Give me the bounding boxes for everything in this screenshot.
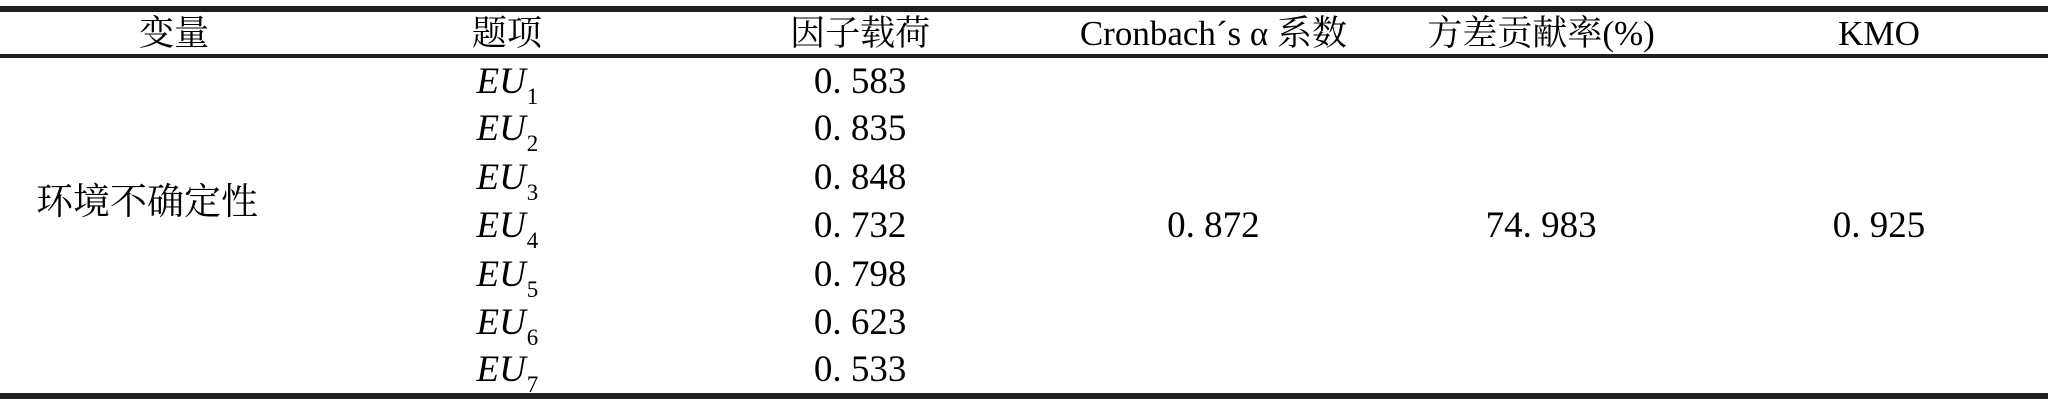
kmo-value: 0. 925 xyxy=(1832,204,1926,246)
item-label: $EU_1$ xyxy=(476,60,539,109)
factor-loading-value: 0. 848 xyxy=(813,156,907,198)
item-label: $EU_3$ xyxy=(476,156,539,205)
cronbach-alpha-value: 0. 872 xyxy=(1167,204,1260,246)
factor-loading-value: 0. 835 xyxy=(813,108,907,150)
item-label: $EU_2$ xyxy=(476,108,539,157)
item-label: $EU_5$ xyxy=(476,253,539,302)
item-subscript: 4 xyxy=(526,228,539,254)
item-subscript: 7 xyxy=(526,372,539,398)
header-variable: 变量 xyxy=(139,13,210,53)
header-factor-loading: 因子载荷 xyxy=(790,13,931,53)
header-item: 题项 xyxy=(471,13,542,53)
variance-contribution-value: 74. 983 xyxy=(1485,204,1597,246)
factor-loading-value: 0. 533 xyxy=(813,349,907,391)
factor-loading-value: 0. 623 xyxy=(813,302,907,344)
factor-loading-value: 0. 583 xyxy=(813,60,907,102)
header-kmo: KMO xyxy=(1838,13,1920,53)
item-subscript: 6 xyxy=(526,325,539,351)
item-subscript: 2 xyxy=(526,131,539,157)
header-cronbach-alpha: Cronbach´s α 系数 xyxy=(1079,13,1348,53)
item-label: $EU_6$ xyxy=(476,302,539,351)
item-subscript: 5 xyxy=(526,276,539,302)
item-subscript: 3 xyxy=(526,179,539,205)
table-header-row xyxy=(0,9,2048,56)
header-variance-contribution: 方差贡献率(%) xyxy=(1427,13,1655,53)
item-label: $EU_4$ xyxy=(476,205,539,254)
variable-name: 环境不确定性 xyxy=(36,181,258,223)
factor-loading-value: 0. 798 xyxy=(813,253,907,295)
factor-loading-value: 0. 732 xyxy=(813,205,907,247)
table-row xyxy=(0,56,2048,105)
reliability-table xyxy=(0,6,2048,399)
item-subscript: 1 xyxy=(526,83,539,109)
item-label: $EU_7$ xyxy=(476,349,539,398)
reliability-table-container xyxy=(0,6,2048,399)
variable-name-cell xyxy=(0,56,348,396)
